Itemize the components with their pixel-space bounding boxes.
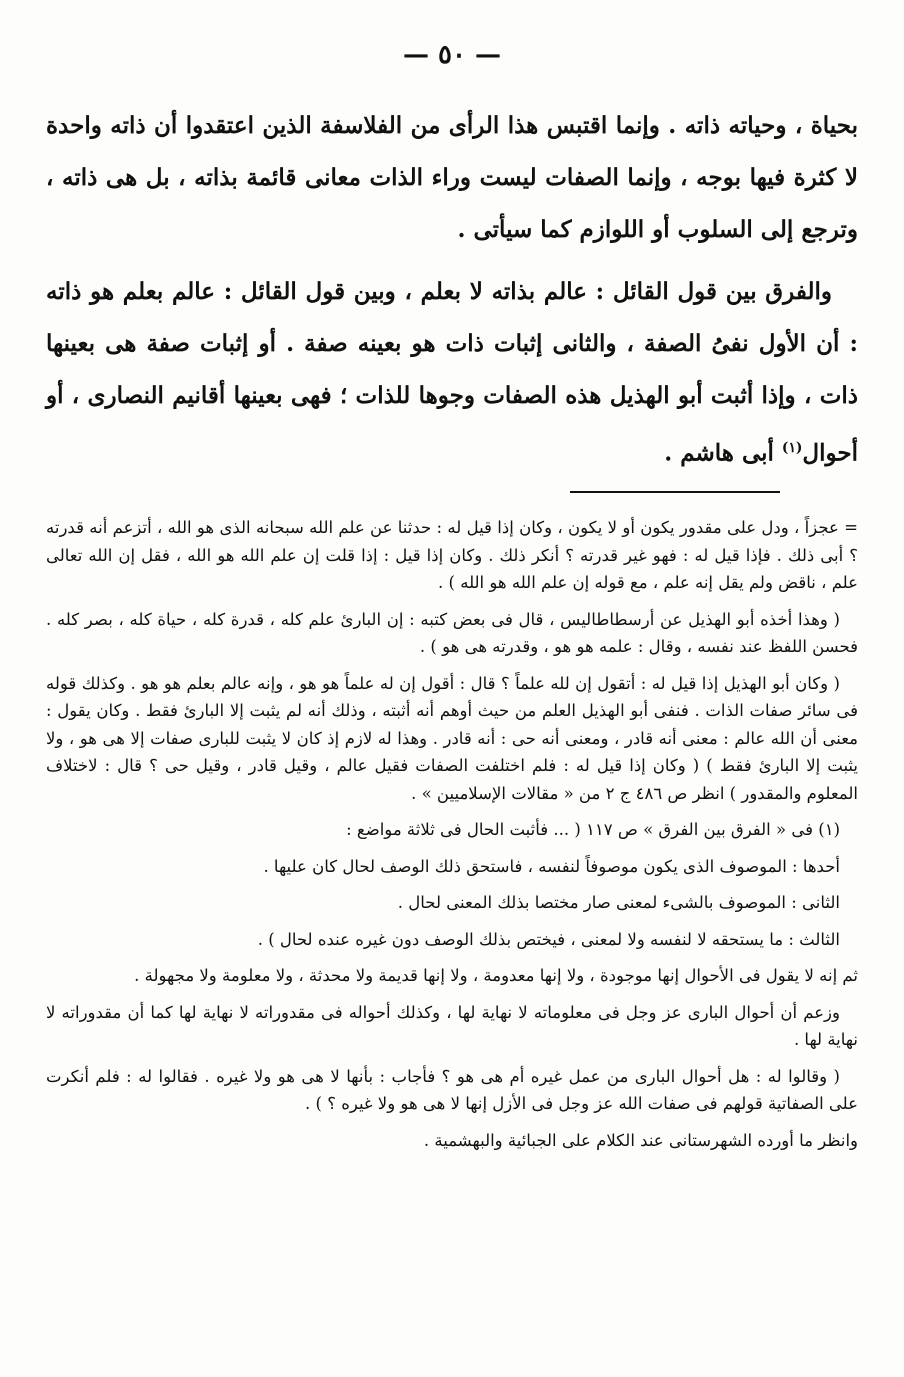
main-text [46,100,858,490]
main-paragraph-tail: أبى هاشم . [664,439,782,467]
footnote-paragraph: أحدها : الموصوف الذى يكون موصوفاً لنفسه ، فاستحق ذلك الوصف لحال كان عليها . [263,856,840,876]
footnotes [46,514,858,1163]
page-number: — ٥٠ — [402,40,502,70]
footnote-paragraph: ( وكان أبو الهذيل إذا قيل له : أتقول إن لله علماً ؟ قال : أقول إن له علماً هو هو ، وإنه عالم بعلم هو هو . وكذلك قوله فى سائر صفات الذات . فنفى أبو الهذيل العلم من حيث أوهم أنه أثبته ، وذلك أنه لم يثبت إلا البارئ فقط . وكان يقول : معنى أن الله عالم : معنى أنه قادر ، ومعنى أنه حى : أنه قادر . وهذا له لازم إذ كان لا يثبت للبارى صفات إلا هى هو ، ولا يثبت إلا البارئ فقط ) ( وكان إذا قيل له : فلم اختلفت الصفات فقيل عالم ، وقيل قادر ، وقيل حى ؟ قال : لاختلاف المعلوم والمقدور ) انظر ص ٤٨٦ ج ٢ من « مقالات الإسلاميين » . [46,673,858,803]
footnote-paragraph: ( وهذا أخذه أبو الهذيل عن أرسطاطاليس ، قال فى بعض كتبه : إن البارئ علم كله ، قدرة كله ، حياة كله ، بصر كله . فحسن اللفظ عند نفسه ، وقال : علمه هو هو ، وقدرته هى هو ) . [46,609,858,656]
footnote-paragraph: ثم إنه لا يقول فى الأحوال إنها موجودة ، ولا إنها معدومة ، ولا إنها قديمة ولا محدثة ، ولا معلومة ولا مجهولة . [134,966,858,985]
footnote-paragraph: الثالث : ما يستحقه لا لنفسه ولا لمعنى ، فيختص بذلك الوصف دون غيره عنده لحال ) . [257,929,840,949]
main-paragraph: بحياة ، وحياته ذاته . وإنما اقتبس هذا الرأى من الفلاسفة الذين اعتقدوا أن ذاته واحدة لا كثرة فيها بوجه ، وإنما الصفات ليست وراء الذات معانى قائمة بذاته ، بل هى ذاته ، وترجع إلى السلوب أو اللوازم كما سيأتى . [46,112,858,243]
footnote-paragraph: = عجزاً ، ودل على مقدور يكون أو لا يكون ، وكان إذا قيل له : حدثنا عن علم الله سبحانه الذى هو الله ، أتزعم أنه قدرته ؟ أبى ذلك . فإذا قيل له : فهو غير قدرته ؟ أنكر ذلك . وكان إذا قيل : إذا قلت إن علم الله هو الله ، فقل إن الله تعالى علم ، ناقض ولم يقل إنه علم ، مع قوله إن علم الله هو الله ) . [46,518,858,592]
footnote-paragraph: وزعم أن أحوال البارى عز وجل فى معلوماته لا نهاية لها ، وكذلك أحواله فى مقدوراته لا نهاية لها كما أن مقدوراته لا نهاية لها . [46,1002,858,1049]
footnote-separator [570,491,780,493]
main-paragraph-text: والفرق بين قول القائل : عالم بذاته لا بعلم ، وبين قول القائل : عالم بعلم هو ذاته : أن الأول نفىُ الصفة ، والثانى إثبات ذات هو بعينه صفة . أو إثبات صفة هى بعينها ذات ، وإذا أثبت أبو الهذيل هذه الصفات وجوها للذات ؛ فهى بعينها أقانيم النصارى ، أو أحوال [46,278,858,467]
footnote-paragraph: (١) فى « الفرق بين الفرق » ص ١١٧ ( ... فأثبت الحال فى ثلاثة مواضع : [346,820,840,839]
footnote-reference: (١) [781,440,803,456]
footnote-paragraph: وانظر ما أورده الشهرستانى عند الكلام على الجبائية والبهشمية . [423,1130,858,1150]
main-paragraph [46,266,858,480]
footnote-paragraph: ( وقالوا له : هل أحوال البارى من عمل غيره أم هى هو ؟ فأجاب : بأنها لا هى هو ولا غيره . فقالوا له : فلم أنكرت على الصفاتية قولهم فى صفات الله عز وجل فى الأزل إنها لا هى هو ولا غيره ؟ ) . [46,1066,858,1113]
footnote-paragraph: الثانى : الموصوف بالشىء لمعنى صار مختصا بذلك المعنى لحال . [397,893,840,912]
